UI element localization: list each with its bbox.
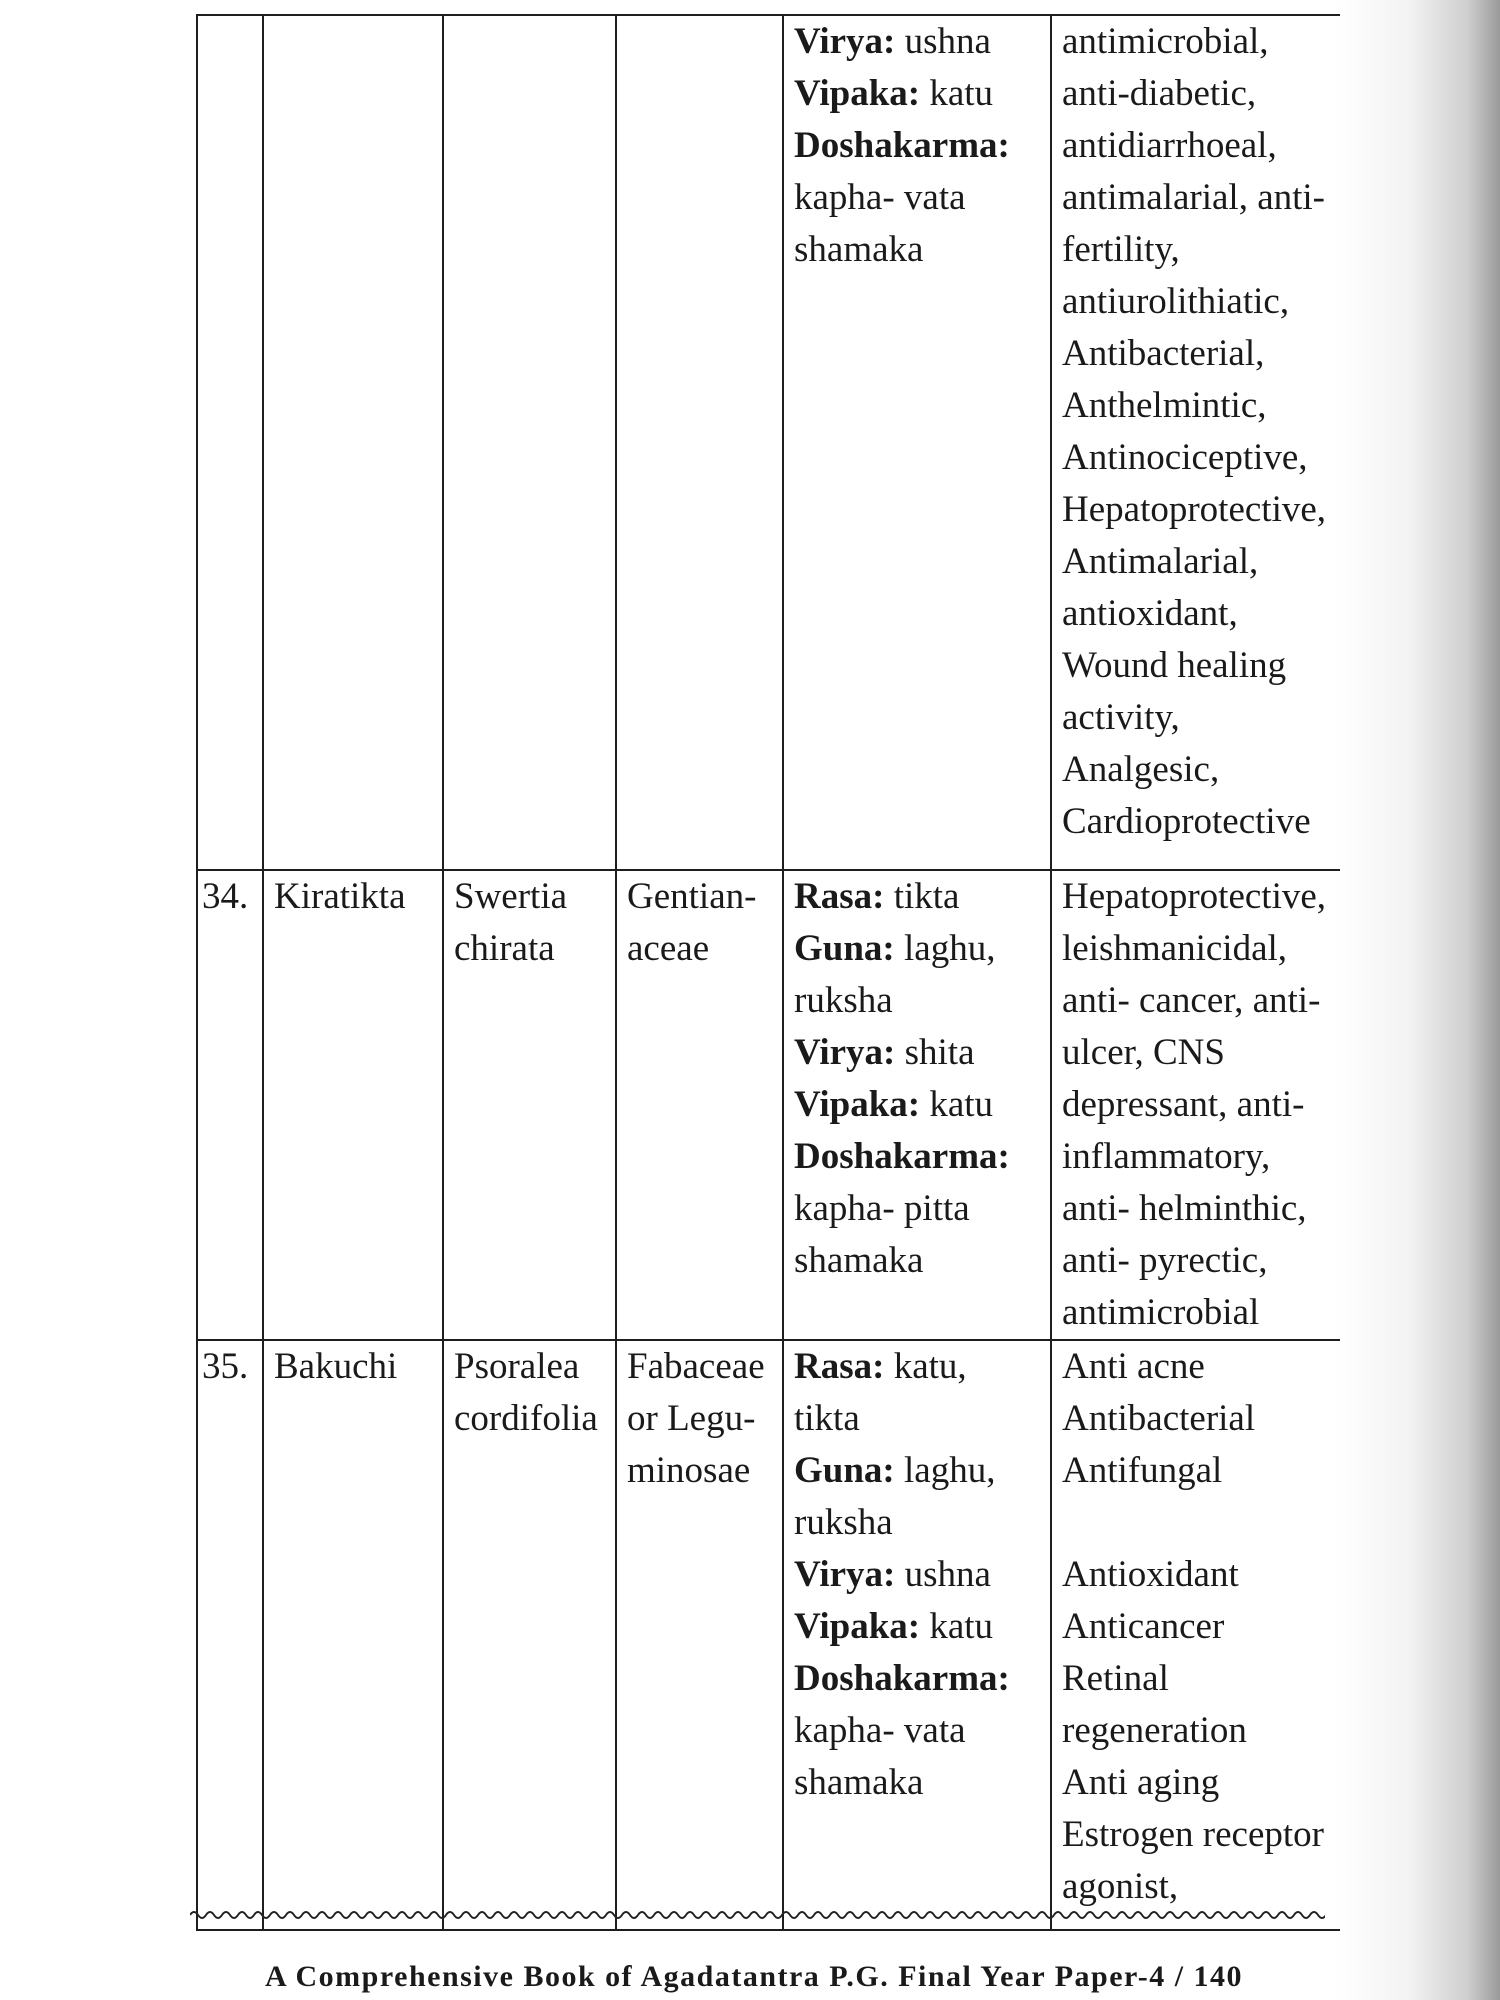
property-line	[794, 975, 1042, 1027]
botanical-name-cell	[443, 1340, 616, 1930]
drug-name-cell	[263, 870, 443, 1340]
property-line	[794, 1653, 1042, 1705]
property-line	[794, 1131, 1042, 1183]
properties-cell	[783, 1340, 1051, 1930]
family-line: aceae	[627, 928, 710, 969]
family-cell	[616, 15, 783, 870]
property-line	[794, 923, 1042, 975]
property-label: Virya:	[794, 1554, 896, 1595]
property-label: Virya:	[794, 21, 896, 62]
property-value: tikta	[884, 876, 960, 917]
botanical-name-cell	[443, 870, 616, 1340]
property-value: ruksha	[794, 1502, 893, 1543]
property-value: kapha- pitta	[794, 1188, 970, 1229]
action-line: regeneration	[1062, 1710, 1247, 1751]
action-line: fertility,	[1062, 229, 1180, 270]
action-line: Hepatoprotective,	[1062, 489, 1327, 530]
property-line	[794, 1445, 1042, 1497]
property-line	[794, 1079, 1042, 1131]
property-value: katu	[920, 73, 994, 114]
action-line: agonist,	[1062, 1866, 1179, 1907]
action-line: anti- pyrectic,	[1062, 1240, 1268, 1281]
property-value: katu,	[884, 1346, 967, 1387]
action-line: Analgesic,	[1062, 749, 1220, 790]
action-line: anti-diabetic,	[1062, 73, 1257, 114]
property-value: kapha- vata	[794, 1710, 966, 1751]
property-label: Vipaka:	[794, 1606, 921, 1647]
property-value: kapha- vata	[794, 177, 966, 218]
family-line: Gentian-	[627, 876, 757, 917]
property-value: katu	[920, 1084, 994, 1125]
action-line: Antinociceptive,	[1062, 437, 1308, 478]
action-line: inflammatory,	[1062, 1136, 1271, 1177]
property-value: shamaka	[794, 1240, 924, 1281]
properties-cell	[783, 15, 1051, 870]
action-line: Anticancer	[1062, 1606, 1225, 1647]
family-line: Fabaceae	[627, 1346, 765, 1387]
drug-name-cell	[263, 1340, 443, 1930]
serial-number-cell	[197, 1340, 263, 1930]
action-line: Antimalarial,	[1062, 541, 1259, 582]
action-line: leishmanicidal,	[1062, 928, 1288, 969]
herb-properties-table	[196, 14, 1340, 1931]
pharmacological-actions-cell	[1051, 1340, 1340, 1930]
property-label: Rasa:	[794, 1346, 885, 1387]
action-line: anti- cancer, anti-	[1062, 980, 1321, 1021]
property-value: laghu,	[894, 928, 996, 969]
pharmacological-actions-cell	[1051, 870, 1340, 1340]
property-value: laghu,	[894, 1450, 996, 1491]
property-line	[794, 16, 1042, 68]
property-label: Guna:	[794, 1450, 895, 1491]
property-line	[794, 120, 1042, 172]
action-line: Anthelmintic,	[1062, 385, 1267, 426]
action-line: Anti acne	[1062, 1346, 1205, 1387]
botanical-name-line: chirata	[454, 928, 555, 969]
botanical-name-line: cordifolia	[454, 1398, 598, 1439]
action-line: antimicrobial	[1062, 1292, 1260, 1333]
property-label: Rasa:	[794, 876, 885, 917]
property-line	[794, 1757, 1042, 1809]
property-value: shamaka	[794, 229, 924, 270]
property-value: shamaka	[794, 1762, 924, 1803]
botanical-name-cell	[443, 15, 616, 870]
property-value: ushna	[895, 1554, 991, 1595]
property-label: Guna:	[794, 928, 895, 969]
action-line: antioxidant,	[1062, 593, 1238, 634]
action-line: Antibacterial,	[1062, 333, 1265, 374]
property-label: Doshakarma:	[794, 1658, 1010, 1699]
property-line	[794, 224, 1042, 276]
property-line	[794, 871, 1042, 923]
property-line	[794, 172, 1042, 224]
action-line: Antifungal	[1062, 1450, 1223, 1491]
property-label: Doshakarma:	[794, 125, 1010, 166]
drug-name: Bakuchi	[274, 1346, 398, 1387]
serial-number-cell	[197, 870, 263, 1340]
property-line	[794, 1601, 1042, 1653]
property-label: Doshakarma:	[794, 1136, 1010, 1177]
drug-name: Kiratikta	[274, 876, 406, 917]
action-line: Anti aging	[1062, 1762, 1220, 1803]
property-value: ushna	[895, 21, 991, 62]
table-row	[197, 870, 1340, 1340]
action-line: antiurolithiatic,	[1062, 281, 1290, 322]
property-label: Virya:	[794, 1032, 896, 1073]
action-line: depressant, anti-	[1062, 1084, 1305, 1125]
property-value: tikta	[794, 1398, 860, 1439]
drug-name-cell	[263, 15, 443, 870]
property-line	[794, 1341, 1042, 1393]
action-line: Hepatoprotective,	[1062, 876, 1327, 917]
action-line: antidiarrhoeal,	[1062, 125, 1277, 166]
table-row	[197, 1340, 1340, 1930]
property-line	[794, 1497, 1042, 1549]
family-line: minosae	[627, 1450, 751, 1491]
property-line	[794, 1705, 1042, 1757]
action-line: antimicrobial,	[1062, 21, 1269, 62]
action-line	[1062, 1497, 1332, 1549]
property-line	[794, 1183, 1042, 1235]
action-line: Wound healing	[1062, 645, 1287, 686]
action-line: anti- helminthic,	[1062, 1188, 1307, 1229]
action-line: Antioxidant	[1062, 1554, 1239, 1595]
property-line	[794, 1549, 1042, 1601]
book-gutter-shadow	[1335, 0, 1500, 2000]
action-line: ulcer, CNS	[1062, 1032, 1225, 1073]
property-label: Vipaka:	[794, 1084, 921, 1125]
action-line: activity,	[1062, 697, 1180, 738]
botanical-name-line: Swertia	[454, 876, 568, 917]
footer-wavy-rule	[190, 1908, 1325, 1922]
action-line: Antibacterial	[1062, 1398, 1256, 1439]
action-line: Estrogen receptor	[1062, 1814, 1324, 1855]
pharmacological-actions-cell	[1051, 15, 1340, 870]
family-cell	[616, 1340, 783, 1930]
table-row	[197, 15, 1340, 870]
family-cell	[616, 870, 783, 1340]
serial-number-cell	[197, 15, 263, 870]
action-line: antimalarial, anti-	[1062, 177, 1325, 218]
table-body	[197, 15, 1340, 1930]
botanical-name-line: Psoralea	[454, 1346, 580, 1387]
property-value: ruksha	[794, 980, 893, 1021]
property-line	[794, 1235, 1042, 1287]
property-line	[794, 1393, 1042, 1445]
property-value: katu	[920, 1606, 994, 1647]
action-line: Retinal	[1062, 1658, 1169, 1699]
property-line	[794, 1027, 1042, 1079]
action-line: Cardioprotective	[1062, 801, 1311, 842]
properties-cell	[783, 870, 1051, 1340]
property-line	[794, 68, 1042, 120]
page-footer: A Comprehensive Book of Agadatantra P.G. Final Year Paper-4 / 140	[265, 1960, 1244, 1993]
family-line: or Legu-	[627, 1398, 756, 1439]
property-value: shita	[895, 1032, 975, 1073]
serial-number: 35.	[202, 1346, 249, 1387]
property-label: Vipaka:	[794, 73, 921, 114]
serial-number: 34.	[202, 876, 249, 917]
